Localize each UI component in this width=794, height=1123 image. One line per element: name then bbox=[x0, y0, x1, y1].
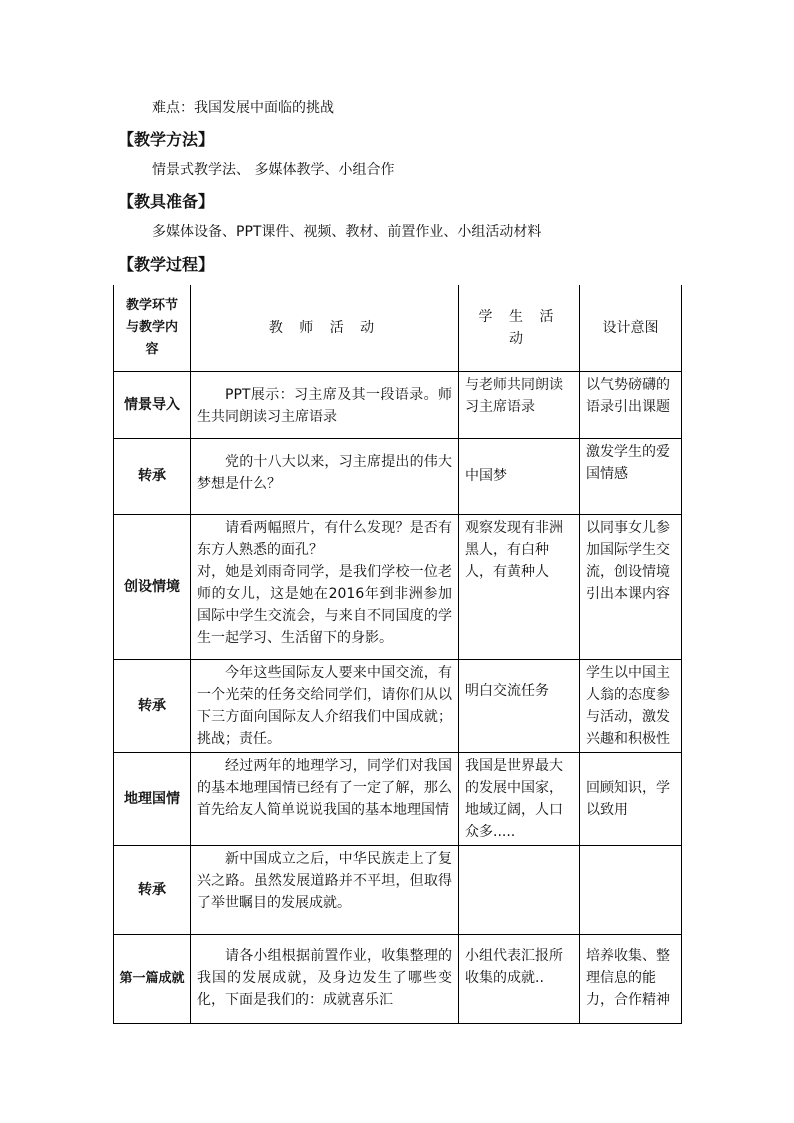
row-teacher-activity bbox=[191, 514, 459, 659]
table-row bbox=[114, 514, 682, 659]
teacher-text: 新中国成立之后，中华民族走上了复兴之路。虽然发展道路并不平坦，但取得了举世瞩目的发展成就。 bbox=[197, 850, 452, 911]
teacher-text: 今年这些国际友人要来中国交流，有一个光荣的任务交给同学们，请你们从以下三方面向国际友人介绍我们中国成就；挑战；责任。 bbox=[197, 664, 452, 747]
header-stage: 教学环节与教学内容 bbox=[114, 285, 191, 371]
teacher-text: 经过两年的地理学习，同学们对我国的基本地理国情已经有了一定了解，那么首先给友人简单说说我国的基本地理国情 bbox=[197, 757, 452, 818]
table-row bbox=[114, 659, 682, 752]
row-teacher-activity bbox=[191, 752, 459, 845]
row-stage: 地理国情 bbox=[114, 752, 191, 845]
row-design-intent: 以气势磅礴的语录引出课题 bbox=[580, 371, 682, 438]
teacher-text: 党的十八大以来，习主席提出的伟大梦想是什么？ bbox=[197, 453, 452, 492]
row-teacher-activity bbox=[191, 845, 459, 934]
table-header-row bbox=[114, 285, 682, 371]
row-student-activity: 中国梦 bbox=[459, 438, 580, 514]
table-row bbox=[114, 438, 682, 514]
header-teacher: 教 师 活 动 bbox=[191, 285, 459, 371]
row-student-activity: 小组代表汇报所收集的成就.. bbox=[459, 934, 580, 1023]
method-text: 情景式教学法、 多媒体教学、小组合作 bbox=[152, 162, 395, 178]
row-design-intent: 以同事女儿参加国际学生交流，创设情境引出本课内容 bbox=[580, 514, 682, 659]
row-teacher-activity bbox=[191, 659, 459, 752]
row-teacher-activity bbox=[191, 438, 459, 514]
tools-heading: 【教具准备】 bbox=[118, 192, 215, 211]
method-heading: 【教学方法】 bbox=[118, 130, 215, 149]
row-stage: 转承 bbox=[114, 659, 191, 752]
header-student: 学 生 活 动 bbox=[459, 285, 580, 371]
table-row bbox=[114, 371, 682, 438]
row-student-activity: 明白交流任务 bbox=[459, 659, 580, 752]
row-stage: 创设情境 bbox=[114, 514, 191, 659]
process-heading: 【教学过程】 bbox=[118, 255, 215, 274]
teacher-text: PPT展示：习主席及其一段语录。师生共同朗读习主席语录 bbox=[197, 386, 452, 425]
row-stage: 转承 bbox=[114, 438, 191, 514]
row-student-activity bbox=[459, 845, 580, 934]
teacher-text-extra: 对，她是刘雨奇同学，是我们学校一位老师的女儿，这是她在2016年到非洲参加国际中学生交流会，与来自不同国度的学生一起学习、生活留下的身影。 bbox=[197, 563, 452, 646]
table-row bbox=[114, 934, 682, 1023]
row-stage: 情景导入 bbox=[114, 371, 191, 438]
difficulty-text: 难点：我国发展中面临的挑战 bbox=[152, 100, 334, 116]
row-student-activity: 与老师共同朗读习主席语录 bbox=[459, 371, 580, 438]
row-teacher-activity bbox=[191, 934, 459, 1023]
row-student-activity: 观察发现有非洲黑人，有白种人，有黄种人 bbox=[459, 514, 580, 659]
table-row bbox=[114, 752, 682, 845]
row-design-intent bbox=[580, 845, 682, 934]
teacher-text: 请看两幅照片，有什么发现？是否有东方人熟悉的面孔？ bbox=[197, 519, 452, 558]
row-design-intent: 培养收集、整理信息的能力，合作精神 bbox=[580, 934, 682, 1023]
teaching-process-table bbox=[113, 285, 682, 1024]
tools-text: 多媒体设备、PPT课件、视频、教材、前置作业、小组活动材料 bbox=[152, 224, 542, 240]
table-row bbox=[114, 845, 682, 934]
header-design: 设计意图 bbox=[580, 285, 682, 371]
row-design-intent: 激发学生的爱国情感 bbox=[580, 438, 682, 514]
row-stage: 转承 bbox=[114, 845, 191, 934]
row-student-activity: 我国是世界最大的发展中国家，地域辽阔，人口众多..... bbox=[459, 752, 580, 845]
row-design-intent: 回顾知识，学以致用 bbox=[580, 752, 682, 845]
row-teacher-activity bbox=[191, 371, 459, 438]
row-stage: 第一篇成就 bbox=[114, 934, 191, 1023]
teacher-text: 请各小组根据前置作业，收集整理的我国的发展成就，及身边发生了哪些变化，下面是我们的：成就喜乐汇 bbox=[197, 947, 452, 1008]
row-design-intent: 学生以中国主人翁的态度参与活动，激发兴趣和积极性 bbox=[580, 659, 682, 752]
